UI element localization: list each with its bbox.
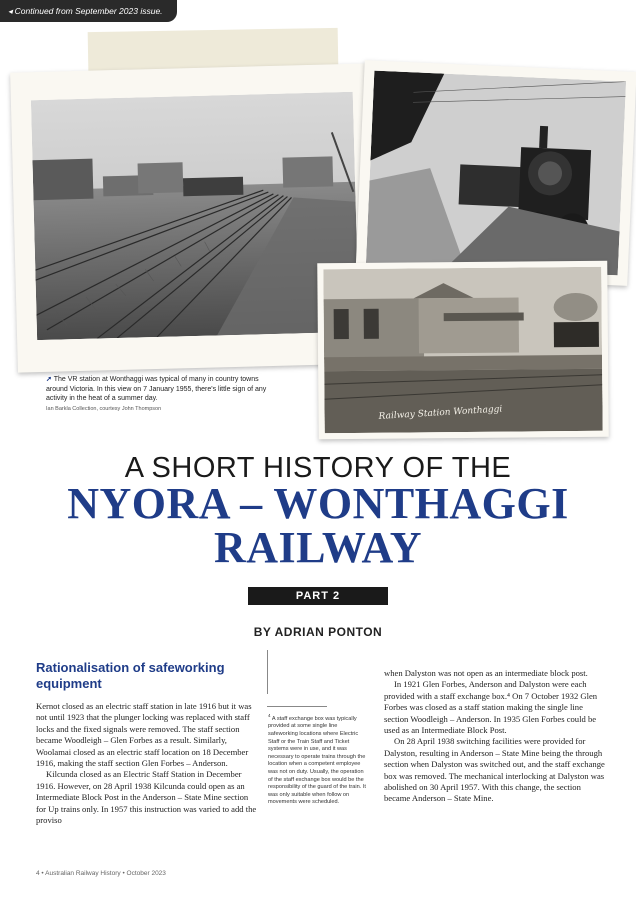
continued-text: Continued from September 2023 issue. xyxy=(14,6,163,16)
caption-credit: Ian Barkla Collection, courtesy John Thompson xyxy=(46,405,162,412)
caption-text: The VR station at Wonthaggi was typical of many in country towns around Victoria. In this view on 7 January 1955, there's little sign of any activity in the heat of a summer day. xyxy=(46,376,267,402)
photo-locomotive xyxy=(355,60,636,286)
title-line-2: NYORA – WONTHAGGI xyxy=(67,479,569,528)
page-footer: 4 • Australian Railway History • October 2023 xyxy=(36,870,166,877)
postcard-handwriting: Railway Station Wonthaggi xyxy=(378,404,503,422)
footnote-rule-short xyxy=(267,706,327,707)
paragraph: when Dalyston was not open as an intermediate block post. xyxy=(384,668,588,678)
continued-banner: ◂ Continued from September 2023 issue. xyxy=(0,0,177,22)
paragraph: In 1921 Glen Forbes, Anderson and Dalyston were each provided with a staff exchange box.⁴ On 7 October 1932 Glen Forbes was closed as a staff station making the single line section Woodleigh – Anderson. In 1935 Glen Forbes could be used as an Intermediate Block Post. xyxy=(384,679,598,736)
paragraph: Kilcunda closed as an Electric Staff Station in December 1916. However, on 28 April 1938 Kilcunda could open as an Intermediate Block Post in the Anderson – State Mine section for Up trains only. In 1957 this instruction was varied to add the proviso xyxy=(36,769,257,826)
photo-image xyxy=(366,71,626,276)
part-label: PART 2 xyxy=(248,587,388,605)
section-heading: Rationalisation of safeworking equipment xyxy=(36,660,225,691)
body-column-1 xyxy=(36,701,258,826)
paragraph: Kernot closed as an electric staff station in late 1916 but it was not until 1923 that the plunger locking was replaced with staff locks and the fixed signals were removed. The staff section became Woodleigh – Glen Forbes as a result. Similarly, Woolamai closed as an electric staff location on 18 December 1916, making the staff section Glen Forbes – Anderson. xyxy=(36,701,252,769)
footnote-text: A staff exchange box was typically provided at some single line safeworking locations where Electric Staff or the Train Staff and Ticket systems were in use, and it was necessary to operate trains through the location when a competent employee was not on duty. Usually, the operation of the staff exchange box would be the responsibility of the guard of the train. It was only suitable when follow on movements were scheduled. xyxy=(268,715,366,806)
title-line-1: A SHORT HISTORY OF THE xyxy=(124,452,512,484)
paragraph: On 28 April 1938 switching facilities were provided for Dalyston, resulting in Anderson – State Mine being the through section when Dalyston was switched out, and the staff exchange box was removed. The mechanical interlocking at Dalyston was abolished on 30 April 1957. With this change, the section became Anderson – State Mine. xyxy=(384,736,605,804)
footnote xyxy=(268,712,368,807)
footnote-rule xyxy=(267,650,268,694)
railway-yard-illustration xyxy=(31,92,359,340)
photo-image xyxy=(31,92,359,340)
title-line-3: RAILWAY xyxy=(213,523,423,572)
footnote-marker: 4 xyxy=(268,713,271,718)
caption-arrow-icon: ➚ xyxy=(46,376,52,383)
locomotive-illustration xyxy=(366,71,626,276)
photo-caption xyxy=(46,375,278,414)
byline: BY ADRIAN PONTON xyxy=(253,625,383,639)
photo-postcard-station xyxy=(317,261,609,440)
body-column-3 xyxy=(384,668,606,805)
